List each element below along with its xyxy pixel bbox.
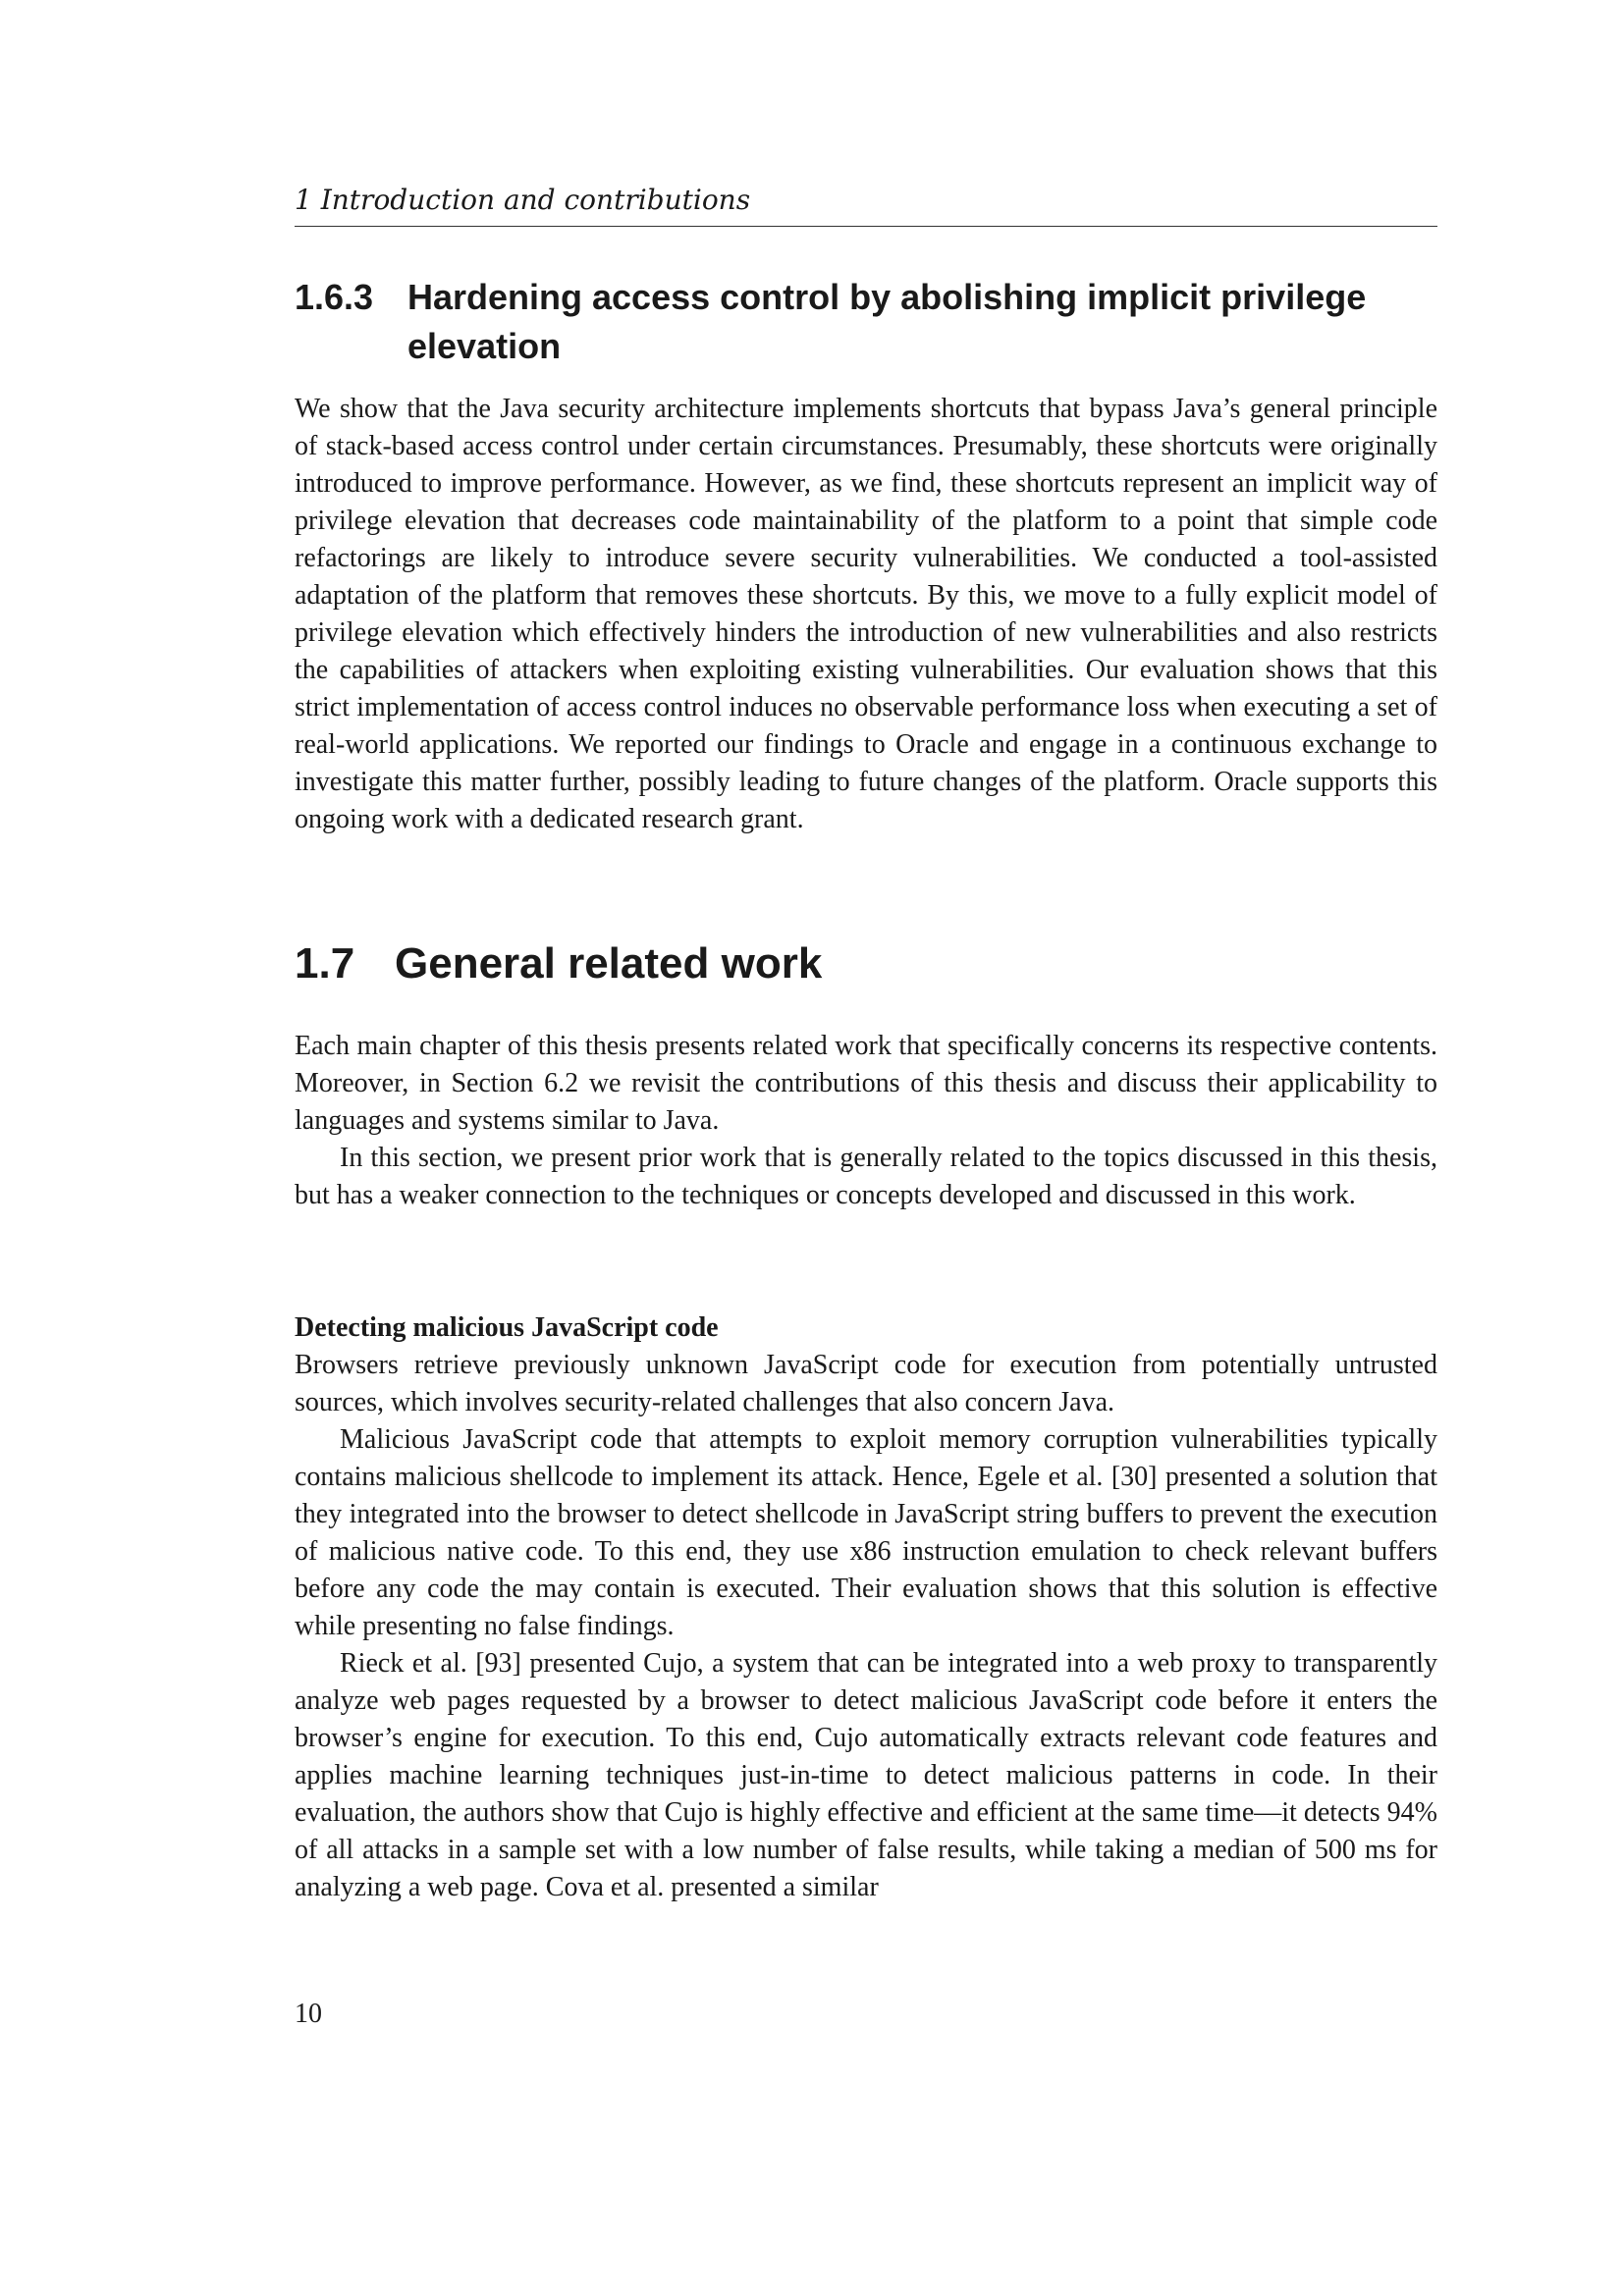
subsection-body <box>295 391 1437 838</box>
section-number: 1.7 <box>295 939 355 988</box>
running-header: 1 Introduction and contributions <box>295 183 1437 227</box>
section-body <box>295 1028 1437 1214</box>
subsection-title: Hardening access control by abolishing implicit privilege elevation <box>407 277 1367 366</box>
subsection-heading <box>295 273 1437 371</box>
body-paragraph: In this section, we present prior work that is generally related to the topics discussed in this thesis, but has a weaker connection to the techniques or concepts developed and discussed in this work. <box>295 1143 1437 1210</box>
section-title: General related work <box>395 939 823 988</box>
topic-block <box>295 1309 1437 1906</box>
body-paragraph: We show that the Java security architecture implements shortcuts that bypass Java’s general principle of stack-based access control under certain circumstances. Presumably, these shortcuts were originally introduced to improve performance. However, as we find, these shortcuts represent an implicit way of privilege elevation that decreases code maintainability of the platform to a point that simple code refactorings are likely to introduce severe security vulnerabilities. We conducted a tool-assisted adaptation of the platform that removes these shortcuts. By this, we move to a fully explicit model of privilege elevation which effectively hinders the introduction of new vulnerabilities and also restricts the capabilities of attackers when exploiting existing vulnerabilities. Our evaluation shows that this strict implementation of access control induces no observable performance loss when executing a set of real-world applications. We reported our findings to Oracle and engage in a continuous exchange to investigate this matter further, possibly leading to future changes of the platform. Oracle supports this ongoing work with a dedicated research grant. <box>295 394 1437 834</box>
page-number: 10 <box>295 1999 322 2029</box>
body-paragraph: Browsers retrieve previously unknown JavaScript code for execution from potentially untrusted sources, which involves security-related challenges that also concern Java. <box>295 1350 1437 1417</box>
body-paragraph: Malicious JavaScript code that attempts to exploit memory corruption vulnerabilities typically contains malicious shellcode to implement its attack. Hence, Egele et al. [30] presented a solution that they integrated into the browser to detect shellcode in JavaScript string buffers to prevent the execution of malicious native code. To this end, they use x86 instruction emulation to check relevant buffers before any code the may contain is executed. Their evaluation shows that this solution is effective while presenting no false findings. <box>295 1424 1437 1641</box>
body-paragraph: Rieck et al. [93] presented Cujo, a system that can be integrated into a web proxy to transparently analyze web pages requested by a browser to detect malicious JavaScript code before it enters the browser’s engine for execution. To this end, Cujo automatically extracts relevant code features and applies machine learning techniques just-in-time to detect malicious patterns in code. In their evaluation, the authors show that Cujo is highly effective and efficient at the same time—it detects 94% of all attacks in a sample set with a low number of false results, while taking a median of 500 ms for analyzing a web page. Cova et al. presented a similar <box>295 1648 1437 1902</box>
section-heading <box>295 934 1437 993</box>
paragraph-heading: Detecting malicious JavaScript code <box>295 1312 719 1343</box>
body-paragraph: Each main chapter of this thesis presents related work that specifically concerns its respective contents. Moreover, in Section 6.2 we revisit the contributions of this thesis and discuss their applicability to languages and systems similar to Java. <box>295 1031 1437 1136</box>
subsection-number: 1.6.3 <box>295 277 374 317</box>
